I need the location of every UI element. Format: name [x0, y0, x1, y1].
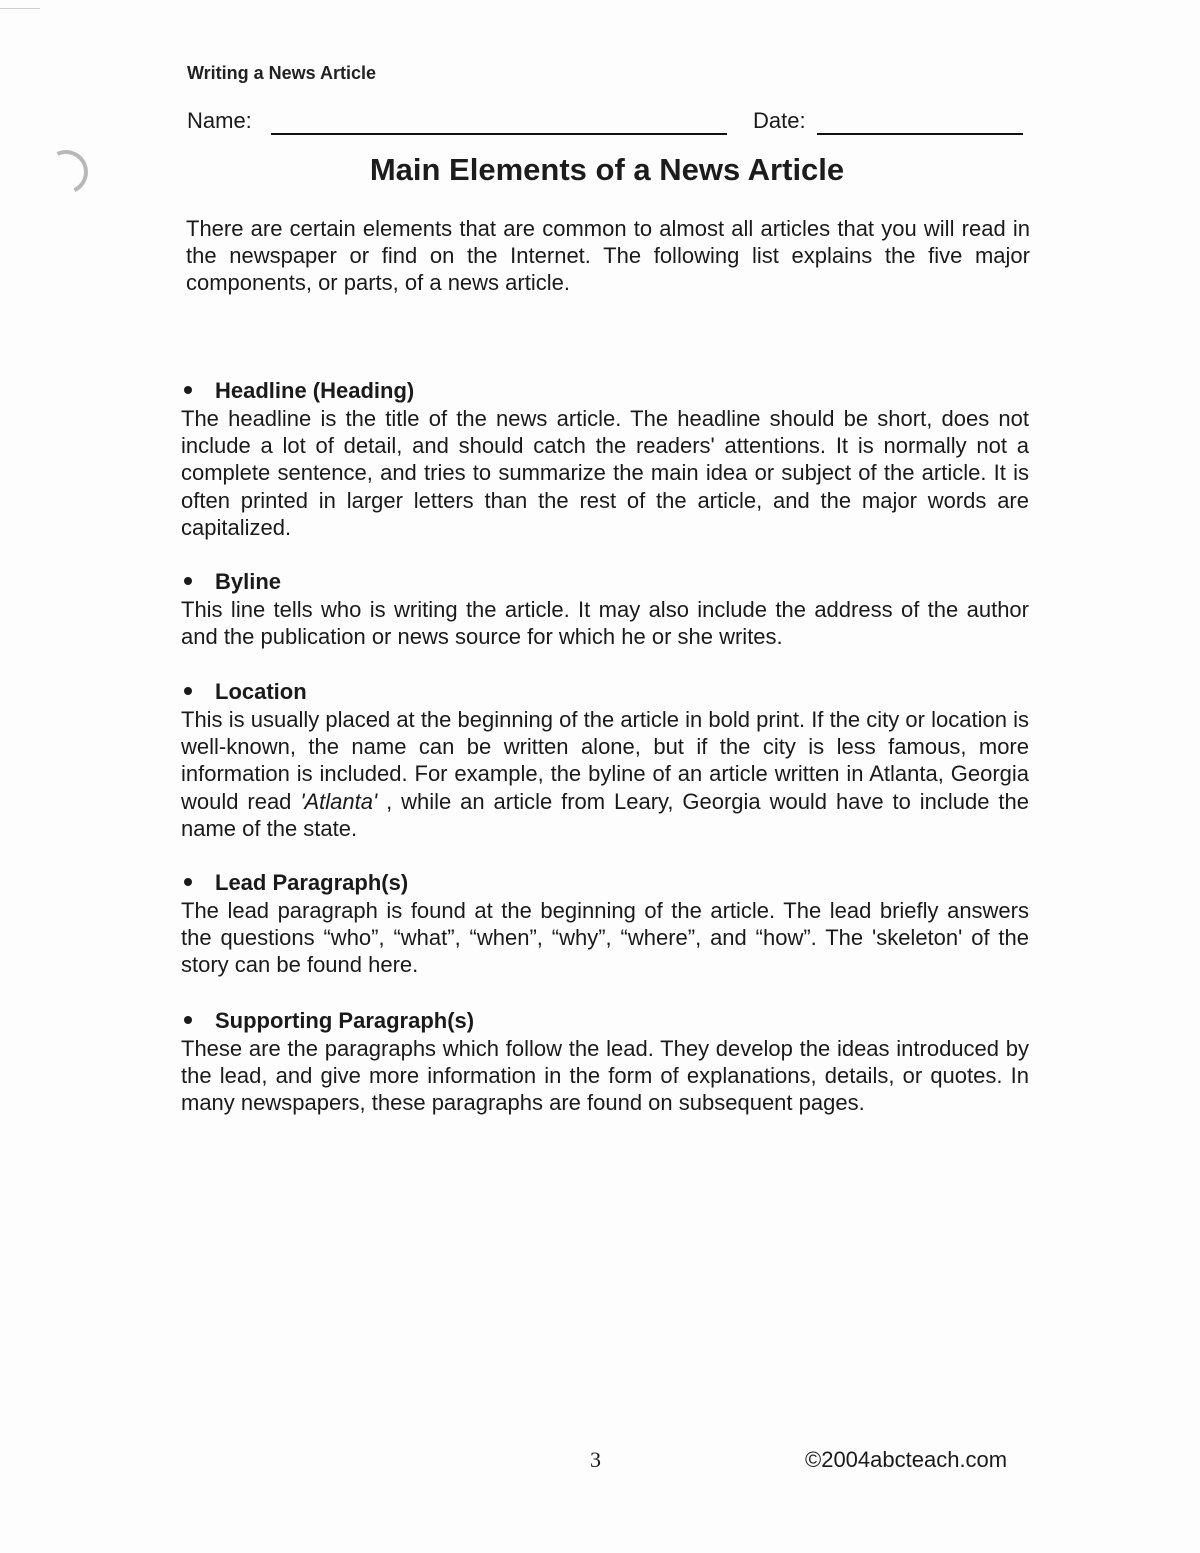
section-heading-text: Headline (Heading)	[215, 378, 415, 403]
section-body	[181, 706, 1029, 842]
scan-artifact-line	[0, 8, 40, 9]
location-example-italic: 'Atlanta'	[300, 788, 378, 814]
bullet-icon	[184, 386, 192, 394]
bullet-icon	[184, 1016, 192, 1024]
date-label: Date:	[753, 108, 806, 133]
bullet-icon	[184, 687, 192, 695]
location-text-end: , while an article from Leary, Georgia would have to include the name of the state.	[181, 788, 1029, 841]
section-body: This line tells who is writing the article. It may also include the address of the author and the publication or news source for which he or she writes.	[181, 597, 1029, 650]
bullet-icon	[184, 878, 192, 886]
section-heading	[181, 678, 1029, 706]
section-heading	[181, 568, 1029, 596]
copyright-notice: ©2004abcteach.com	[805, 1447, 1008, 1472]
page-number: 3	[590, 1447, 601, 1472]
section-location	[181, 678, 1029, 842]
section-headline	[181, 377, 1029, 541]
section-heading	[181, 377, 1029, 405]
name-label: Name:	[187, 108, 252, 133]
name-date-row	[187, 108, 1027, 140]
section-heading-text: Location	[215, 679, 307, 704]
page-title: Main Elements of a News Article	[369, 152, 845, 187]
intro-paragraph: There are certain elements that are common to almost all articles that you will read in the newspaper or find on the Internet. The following list explains the five major components, or parts, of a news article.	[186, 216, 1030, 295]
section-heading	[181, 869, 1029, 897]
section-heading-text: Supporting Paragraph(s)	[215, 1008, 475, 1033]
section-supporting-paragraph	[181, 1007, 1029, 1117]
section-body: These are the paragraphs which follow the lead. They develop the ideas introduced by the lead, and give more information in the form of explanations, details, or quotes. In many newspapers, these paragraphs are found on subsequent pages.	[181, 1036, 1029, 1116]
section-heading-text: Byline	[215, 569, 282, 594]
section-heading	[181, 1007, 1029, 1035]
hole-punch-mark	[38, 144, 94, 200]
section-body: The headline is the title of the news article. The headline should be short, does not include a lot of detail, and should catch the readers' attentions. It is normally not a complete sentence, and tries to summarize the main idea or subject of the article. It is often printed in larger letters than the rest of the article, and the major words are capitalized.	[181, 406, 1029, 540]
location-text-start: This is usually placed at the beginning of the article in bold print. If the city or location is well-known, the name can be written alone, but if the city is less famous, more information is included. For example, the byline of an article written in Atlanta, Georgia would read	[181, 707, 1029, 814]
section-heading-text: Lead Paragraph(s)	[215, 870, 409, 895]
section-body: The lead paragraph is found at the beginning of the article. The lead briefly answers the questions “who”, “what”, “when”, “why”, “where”, and “how”. The 'skeleton' of the story can be found here.	[181, 898, 1029, 978]
date-blank-line[interactable]	[817, 133, 1023, 135]
name-blank-line[interactable]	[271, 133, 727, 135]
bullet-icon	[184, 577, 192, 585]
section-byline	[181, 568, 1029, 650]
section-lead-paragraph	[181, 869, 1029, 979]
document-header: Writing a News Article	[187, 63, 377, 83]
